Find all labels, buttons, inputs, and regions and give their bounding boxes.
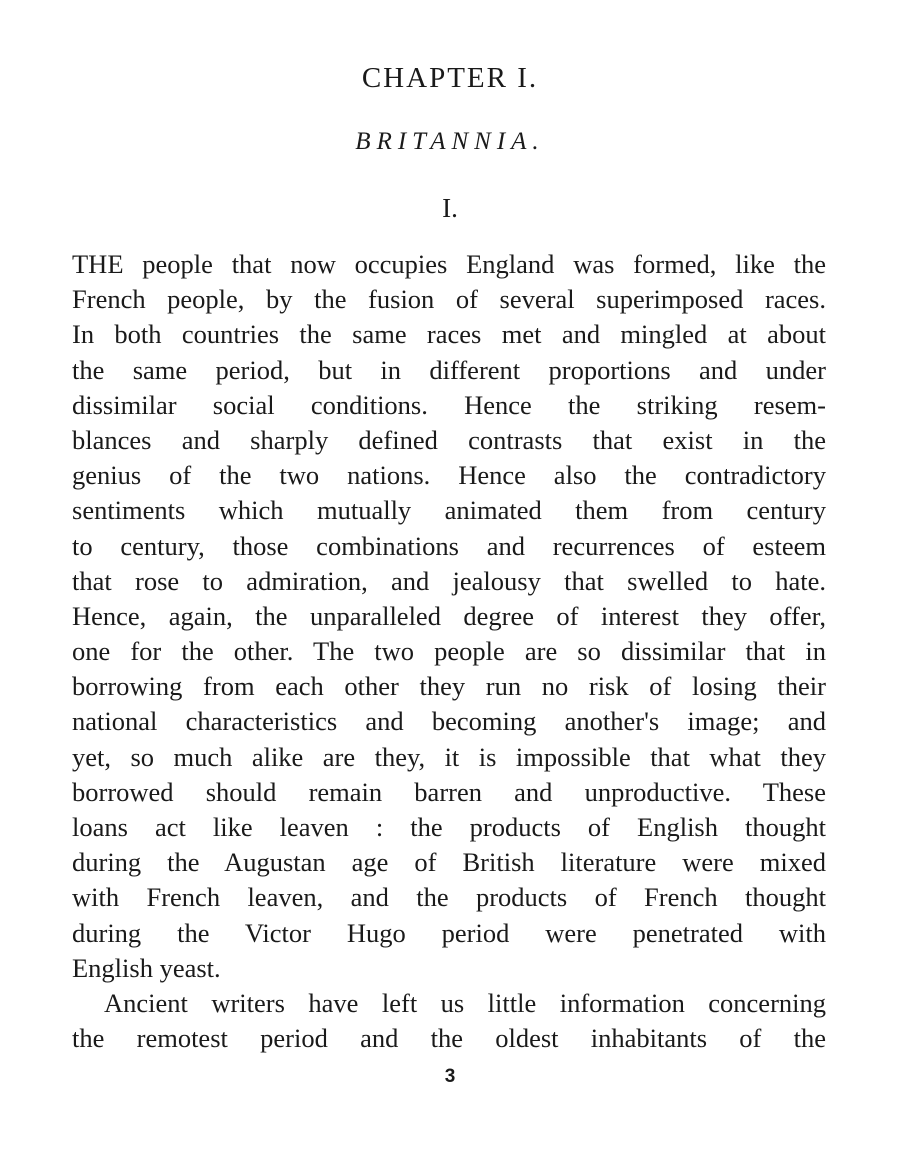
text-line: genius of the two nations. Hence also the contradictory xyxy=(72,460,826,491)
text-line: with French leaven, and the products of French thought xyxy=(72,882,826,913)
text-line: to century, those combinations and recurrences of esteem xyxy=(72,530,826,561)
text-line: national characteristics and becoming another's image; and xyxy=(72,706,826,737)
text-line: during the Augustan age of British literature were mixed xyxy=(72,847,826,878)
text-line: the same period, but in different proportions and under xyxy=(72,354,826,385)
body-text xyxy=(72,247,826,1056)
text-line: Ancient writers have left us little information concerning xyxy=(104,987,826,1018)
text-line: one for the other. The two people are so dissimilar that in xyxy=(72,636,826,667)
text-line: borrowed should remain barren and unproductive. These xyxy=(72,776,826,807)
text-line: loans act like leaven : the products of English thought xyxy=(72,812,826,842)
page-number: 3 xyxy=(444,1066,456,1087)
chapter-title: CHAPTER I. xyxy=(361,62,539,94)
text-line: blances and sharply defined contrasts that exist in the xyxy=(72,424,826,455)
text-line: dissimilar social conditions. Hence the striking resem- xyxy=(72,389,826,420)
text-line: that rose to admiration, and jealousy that swelled to hate. xyxy=(72,565,826,596)
text-line: sentiments which mutually animated them from century xyxy=(72,495,826,526)
text-line: French people, by the fusion of several superimposed races. xyxy=(72,284,826,315)
chapter-subtitle: BRITANNIA. xyxy=(355,128,545,155)
text-line: Hence, again, the unparalleled degree of interest they offer, xyxy=(72,600,826,631)
text-line: English yeast. xyxy=(72,952,221,983)
text-line: yet, so much alike are they, it is impossible that what they xyxy=(72,741,826,772)
text-line: borrowing from each other they run no risk of losing their xyxy=(72,671,826,702)
text-line: the remotest period and the oldest inhabitants of the xyxy=(72,1023,826,1054)
text-line: during the Victor Hugo period were penetrated with xyxy=(72,917,826,948)
paragraph xyxy=(72,247,826,986)
text-line: THE people that now occupies England was formed, like the xyxy=(72,249,826,279)
section-number: I. xyxy=(442,193,458,223)
paragraph xyxy=(72,986,826,1056)
text-line: In both countries the same races met and mingled at about xyxy=(72,319,826,350)
